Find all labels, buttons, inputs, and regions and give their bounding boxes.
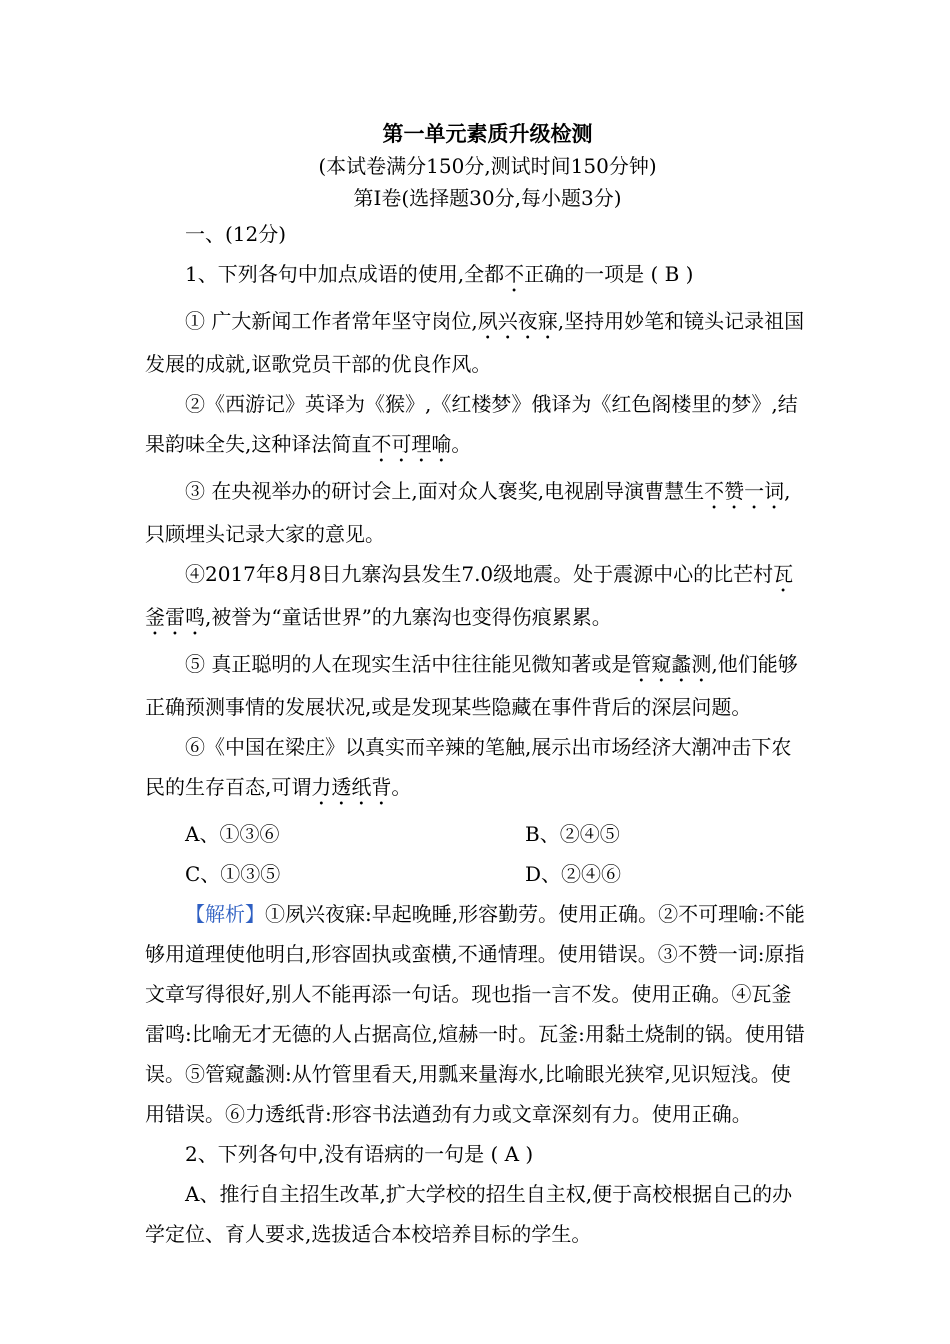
- sentence-6: ⑥《中国在梁庄》以真实而辛辣的笔触,展示出市场经济大潮冲击下农民的生存百态,可谓力透纸背。: [145, 735, 792, 799]
- question-1-options: [145, 814, 810, 894]
- analysis-tag: 【解析】: [185, 902, 265, 926]
- analysis-text: ①夙兴夜寐:早起晚睡,形容勤劳。使用正确。②不可理喻:不能够用道理使他明白,形容固执或蛮横,不通情理。使用错误。③不赞一词:原指文章写得很好,别人不能再添一句话。现也指一言不发。使用正确。④瓦釜雷鸣:比喻无才无德的人占据高位,煊赫一时。瓦釜:用黏土烧制的锅。使用错误。⑤管窥蠡测:从竹管里看天,用瓢来量海水,比喻眼光狭窄,见识短浅。使用错误。⑥力透纸背:形容书法遒劲有力或文章深刻有力。使用正确。: [145, 902, 805, 1126]
- sentence-3: ③ 在央视举办的研讨会上,面对众人褒奖,电视剧导演曹慧生不赞一词,只顾埋头记录大家的意见。: [145, 479, 791, 546]
- volume-heading: 第Ⅰ卷(选择题30分,每小题3分): [353, 186, 622, 210]
- idiom-1: 夙兴夜寐: [477, 309, 558, 333]
- page-title: 第一单元素质升级检测: [382, 121, 593, 146]
- sentence-1: ① 广大新闻工作者常年坚守岗位,夙兴夜寐,坚持用妙笔和镜头记录祖国发展的成就,讴歌党员干部的优良作风。: [145, 309, 805, 376]
- question-2-stem: 2、下列各句中,没有语病的一句是 ( A ): [185, 1142, 534, 1166]
- idiom-6: 力透纸背: [311, 775, 392, 799]
- idiom-2: 不可理喻: [371, 432, 452, 456]
- idiom-4: 瓦釜雷鸣: [145, 562, 794, 629]
- option-c: C、①③⑤: [185, 862, 281, 886]
- section-heading: 一、(12分): [185, 222, 287, 246]
- sentence-2: ②《西游记》英译为《猴》,《红楼梦》俄译为《红色阁楼里的梦》,结果韵味全失,这种译法简直不可理喻。: [145, 392, 798, 456]
- sentence-5: ⑤ 真正聪明的人在现实生活中往往能见微知著或是管窥蠡测,他们能够正确预测事情的发展状况,或是发现某些隐藏在事件背后的深层问题。: [145, 652, 798, 719]
- analysis: [145, 894, 810, 1134]
- option-b: B、②④⑤: [525, 822, 620, 846]
- question-1-stem: 1、下列各句中加点成语的使用,全都不正确的一项是 ( B ): [185, 262, 694, 286]
- emphasis-not: 不: [504, 262, 525, 286]
- exam-info: (本试卷满分150分,测试时间150分钟): [318, 154, 657, 178]
- option-a: A、①③⑥: [185, 822, 280, 846]
- option-d: D、②④⑥: [525, 862, 622, 886]
- sentence-4: ④2017年8月8日九寨沟县发生7.0级地震。处于震源中心的比芒村瓦釜雷鸣,被誉为“童话世界”的九寨沟也变得伤痕累累。: [145, 562, 794, 629]
- question-2-option-a: A、推行自主招生改革,扩大学校的招生自主权,便于高校根据自己的办学定位、育人要求,选拔适合本校培养目标的学生。: [145, 1182, 793, 1246]
- idiom-5: 管窥蠡测: [631, 652, 712, 676]
- idiom-3: 不赞一词: [704, 479, 785, 503]
